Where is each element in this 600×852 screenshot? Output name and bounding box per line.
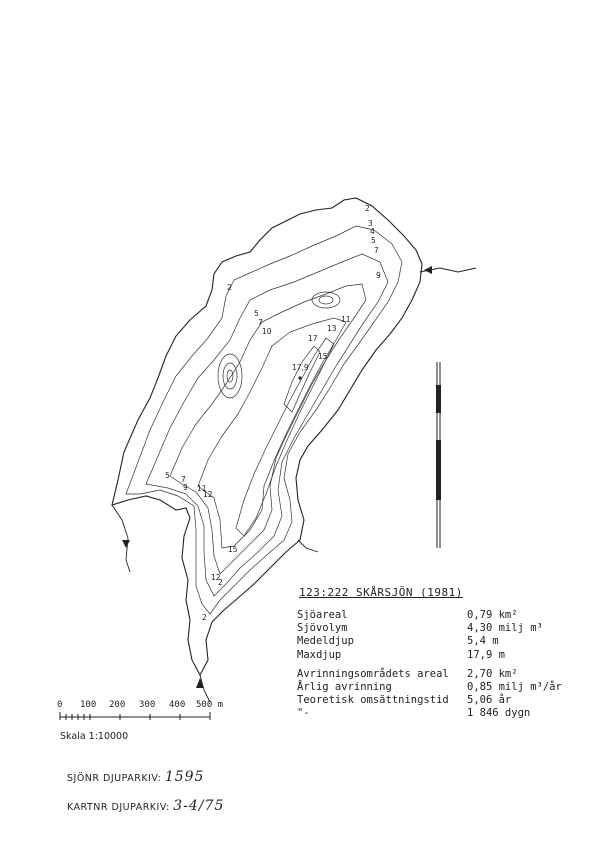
depth-label: 10 [262,327,272,336]
depth-label: 5 [165,471,170,480]
stat-value: 5,4 m [467,635,499,648]
depth-label: 17 [308,334,318,343]
kartnr-value: 3-4/75 [173,798,225,814]
depth-label: 2 [202,613,207,622]
stat-value: 5,06 år [467,694,512,707]
shoal-contour-core [227,370,233,382]
scale-bar [60,712,210,720]
stat-label: Årlig avrinning [297,680,392,693]
stat-label: Maxdjup [297,648,342,661]
stat-value: 1 846 dygn [467,707,531,720]
depth-label: 9 [376,271,381,280]
stat-value: 4,30 milj m³ [467,622,543,635]
inflow-stream-east [298,540,318,552]
stat-label: Sjöareal [297,609,348,621]
north-shoal-outer [312,292,340,308]
depth-label: 5 [254,309,259,318]
depth-label: 2 [227,283,232,292]
scale-tick-400: 400 [169,700,186,710]
scale-tick-0: 0 [57,700,63,710]
inflow-stream-south [200,675,210,702]
sjonr-label: SJÖNR DJUPARKIV: [67,773,162,784]
depth-label: 12 [211,573,221,582]
depth-label: 7 [181,475,186,484]
outflow-stream-west [112,505,130,572]
stat-label: "- [297,707,310,720]
depth-label: 11 [341,315,351,324]
south-arrow [196,678,204,688]
sjonr-value: 1595 [164,769,205,785]
depth-label: 11 [197,484,207,493]
stat-label: Medeldjup [297,635,354,648]
depth-label: 2 [365,204,370,213]
max-depth-marker [298,376,301,379]
depth-label: 9 [183,483,188,492]
scale-caption: Skala 1:10000 [60,731,129,742]
stat-value: 0,79 km² [467,609,518,621]
map-title: 123:222 SKÅRSJÖN (1981) [299,586,463,599]
depth-label: 12 [203,490,213,499]
stat-value: 0,85 milj m³/år [467,680,562,693]
stat-label: Sjövolym [297,622,348,635]
depth-label: 7 [374,246,379,255]
stat-label: Teoretisk omsättningstid [297,694,449,707]
stat-value: 17,9 m [467,648,505,661]
depth-label: 2 [218,578,223,587]
scale-tick-100: 100 [80,700,97,710]
stat-label: Avrinningsområdets areal [297,667,449,680]
shoal-contour-outer [218,354,242,398]
north-shoal-inner [319,296,333,304]
depth-label: 13 [327,324,337,333]
north-arrow [436,362,441,548]
kartnr-label: KARTNR DJUPARKIV: [67,802,170,813]
depth-labels [165,204,381,622]
inflow-arrow [424,266,432,274]
depth-label: 3 [368,219,373,228]
scale-tick-200: 200 [109,700,126,710]
depth-label: 4 [370,227,375,236]
depth-label: 7 [258,318,263,327]
depth-label: 5 [371,236,376,245]
contour-5m [146,254,388,596]
depth-label: 15 [318,352,328,361]
shoreline [112,198,422,675]
outflow-arrow [122,540,130,548]
scale-tick-300: 300 [139,700,156,710]
kartnr-archive [67,798,224,814]
sjonr-archive [67,769,204,785]
stat-value: 2,70 km² [467,667,518,680]
depth-label: 15 [228,545,238,554]
shoal-contour-inner [223,363,237,389]
max-depth-label: 17,9 [292,363,309,372]
scale-tick-500: 500 m [196,700,224,710]
